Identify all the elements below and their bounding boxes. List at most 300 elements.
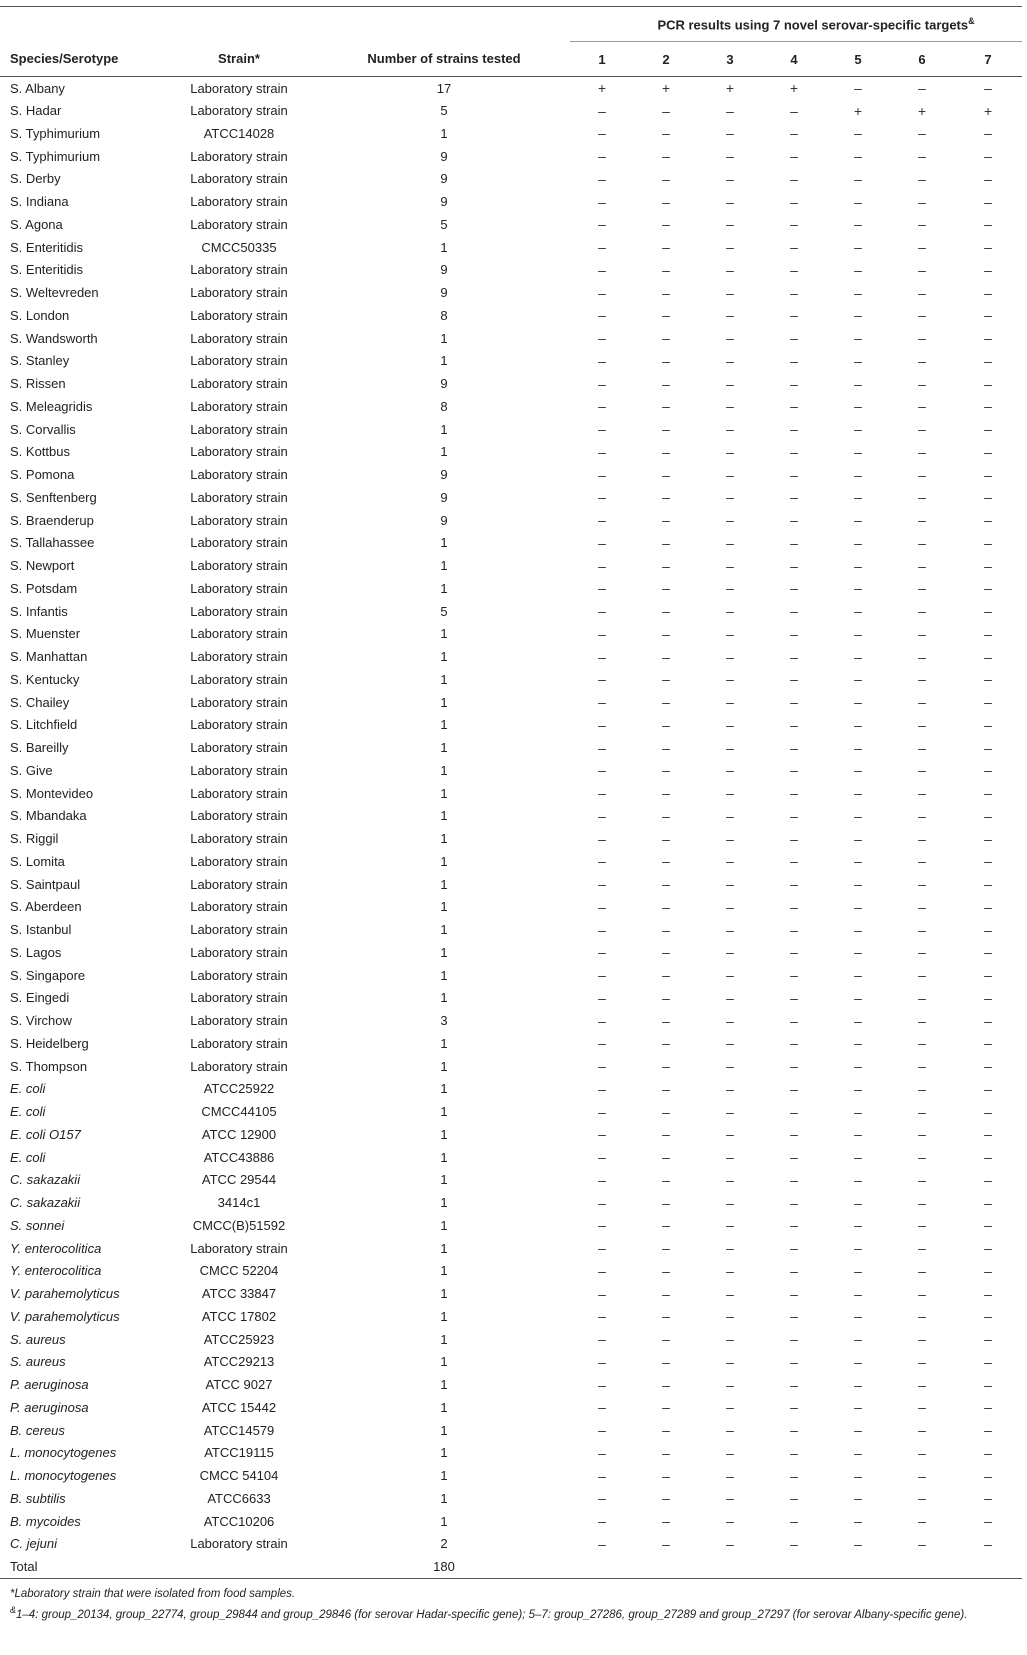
cell-pcr-result-6: – — [918, 1490, 926, 1507]
cell-number-tested: 1 — [440, 1104, 448, 1120]
cell-pcr-result-1: – — [598, 967, 606, 984]
cell-pcr-result-3: – — [726, 1376, 734, 1393]
cell-pcr-result-1: – — [598, 1217, 606, 1234]
cell-number-tested: 1 — [440, 1195, 448, 1211]
cell-pcr-result-7: – — [984, 1331, 992, 1348]
cell-number-tested: 5 — [440, 603, 448, 619]
cell-pcr-result-7: – — [984, 1444, 992, 1461]
cell-pcr-result-1: – — [598, 648, 606, 665]
cell-pcr-result-1: – — [598, 557, 606, 574]
cell-species: S. Typhimurium — [10, 125, 101, 141]
cell-pcr-result-5: – — [854, 330, 862, 347]
cell-strain: Laboratory strain — [190, 535, 288, 551]
cell-pcr-result-4: – — [790, 1285, 798, 1302]
cell-pcr-result-1: – — [598, 239, 606, 256]
cell-pcr-result-1: – — [598, 284, 606, 301]
cell-pcr-result-2: – — [662, 1058, 670, 1075]
cell-pcr-result-5: – — [854, 512, 862, 529]
cell-number-tested: 1 — [440, 1422, 448, 1438]
cell-number-tested: 1 — [440, 1513, 448, 1529]
cell-pcr-result-2: – — [662, 466, 670, 483]
cell-pcr-result-3: – — [726, 1171, 734, 1188]
cell-number-tested: 3 — [440, 1013, 448, 1029]
cell-pcr-result-7: – — [984, 398, 992, 415]
cell-number-tested: 9 — [440, 262, 448, 278]
cell-pcr-result-7: – — [984, 1308, 992, 1325]
cell-pcr-result-5: – — [854, 170, 862, 187]
cell-pcr-result-2: – — [662, 762, 670, 779]
cell-pcr-result-7: – — [984, 557, 992, 574]
cell-pcr-result-3: – — [726, 1285, 734, 1302]
cell-pcr-result-1: – — [598, 352, 606, 369]
table-row — [0, 782, 1022, 805]
cell-pcr-result-7: – — [984, 443, 992, 460]
col-header-target-7: 7 — [954, 42, 1022, 77]
cell-strain: Laboratory strain — [190, 603, 288, 619]
cell-number-tested: 1 — [440, 421, 448, 437]
cell-pcr-result-7: – — [984, 239, 992, 256]
table-row — [0, 1396, 1022, 1419]
cell-pcr-result-5: – — [854, 762, 862, 779]
cell-number-tested: 9 — [440, 467, 448, 483]
cell-pcr-result-1: – — [598, 261, 606, 278]
table-row — [0, 1169, 1022, 1192]
cell-pcr-result-4: – — [790, 716, 798, 733]
cell-pcr-result-1: – — [598, 1194, 606, 1211]
cell-pcr-result-5: – — [854, 1331, 862, 1348]
cell-pcr-result-3: – — [726, 830, 734, 847]
cell-strain: Laboratory strain — [190, 103, 288, 119]
cell-pcr-result-7: – — [984, 1149, 992, 1166]
cell-pcr-result-4: – — [790, 1058, 798, 1075]
cell-strain: Laboratory strain — [190, 694, 288, 710]
cell-pcr-result-6: – — [918, 512, 926, 529]
cell-number-tested: 1 — [440, 922, 448, 938]
cell-pcr-result-1: – — [598, 534, 606, 551]
cell-species: S. sonnei — [10, 1217, 65, 1233]
cell-species: S. Tallahassee — [10, 535, 95, 551]
cell-pcr-result-1: – — [598, 603, 606, 620]
cell-pcr-result-4: – — [790, 830, 798, 847]
cell-pcr-result-6: – — [918, 898, 926, 915]
cell-species: S. Weltevreden — [10, 285, 99, 301]
cell-pcr-result-3 — [698, 1555, 762, 1578]
cell-pcr-result-5: – — [854, 648, 862, 665]
cell-strain: Laboratory strain — [190, 353, 288, 369]
cell-pcr-result-1: – — [598, 989, 606, 1006]
col-header-target-6: 6 — [890, 42, 954, 77]
cell-pcr-result-2 — [634, 1555, 698, 1578]
cell-pcr-result-2: – — [662, 352, 670, 369]
cell-pcr-result-1: – — [598, 694, 606, 711]
cell-species: P. aeruginosa — [10, 1377, 89, 1393]
cell-pcr-result-7: – — [984, 1126, 992, 1143]
cell-pcr-result-5: – — [854, 1171, 862, 1188]
cell-pcr-result-3: – — [726, 967, 734, 984]
cell-pcr-result-1: – — [598, 1535, 606, 1552]
cell-pcr-result-4: – — [790, 489, 798, 506]
cell-pcr-result-3: – — [726, 443, 734, 460]
cell-strain: Laboratory strain — [190, 444, 288, 460]
cell-pcr-result-3: – — [726, 1535, 734, 1552]
cell-species: S. Hadar — [10, 103, 62, 119]
cell-pcr-result-4: – — [790, 898, 798, 915]
cell-pcr-result-3: – — [726, 102, 734, 119]
cell-pcr-result-7: – — [984, 648, 992, 665]
cell-species: S. Infantis — [10, 603, 68, 619]
cell-pcr-result-4: – — [790, 1194, 798, 1211]
cell-strain: Laboratory strain — [190, 262, 288, 278]
cell-pcr-result-6: – — [918, 625, 926, 642]
table-row — [0, 1032, 1022, 1055]
cell-pcr-result-7: – — [984, 1535, 992, 1552]
cell-pcr-result-1: – — [598, 716, 606, 733]
cell-pcr-result-3: – — [726, 807, 734, 824]
table-row — [0, 600, 1022, 623]
cell-pcr-result-6: – — [918, 1171, 926, 1188]
cell-species: S. Litchfield — [10, 717, 78, 733]
cell-pcr-result-2: – — [662, 1217, 670, 1234]
cell-pcr-result-5: – — [854, 1103, 862, 1120]
cell-pcr-result-6: – — [918, 148, 926, 165]
cell-pcr-result-1: – — [598, 898, 606, 915]
cell-pcr-result-3: – — [726, 557, 734, 574]
cell-pcr-result-4: – — [790, 307, 798, 324]
cell-species: B. cereus — [10, 1422, 65, 1438]
table-row — [0, 1510, 1022, 1533]
cell-pcr-result-3: – — [726, 989, 734, 1006]
cell-strain: Laboratory strain — [190, 990, 288, 1006]
cell-pcr-result-7: – — [984, 216, 992, 233]
cell-pcr-result-5: – — [854, 694, 862, 711]
cell-number-tested: 8 — [440, 307, 448, 323]
cell-pcr-result-5: – — [854, 1422, 862, 1439]
cell-pcr-result-1: – — [598, 1399, 606, 1416]
cell-strain: Laboratory strain — [190, 899, 288, 915]
cell-pcr-result-4: – — [790, 1490, 798, 1507]
cell-pcr-result-2: – — [662, 330, 670, 347]
cell-pcr-result-5: – — [854, 603, 862, 620]
cell-pcr-result-2: – — [662, 921, 670, 938]
table-row — [0, 1100, 1022, 1123]
cell-pcr-result-1: – — [598, 1490, 606, 1507]
table-row — [0, 1373, 1022, 1396]
cell-pcr-result-1: – — [598, 671, 606, 688]
cell-species: L. monocytogenes — [10, 1445, 117, 1461]
cell-pcr-result-2: – — [662, 580, 670, 597]
cell-pcr-result-3: – — [726, 762, 734, 779]
cell-pcr-result-2: – — [662, 170, 670, 187]
table-row — [0, 873, 1022, 896]
cell-pcr-result-5: – — [854, 307, 862, 324]
cell-pcr-result-7: – — [984, 1399, 992, 1416]
cell-number-tested: 1 — [440, 944, 448, 960]
cell-pcr-result-5: – — [854, 398, 862, 415]
cell-pcr-result-3: – — [726, 375, 734, 392]
cell-pcr-result-1: – — [598, 1012, 606, 1029]
cell-number-tested: 9 — [440, 148, 448, 164]
cell-pcr-result-5: – — [854, 1444, 862, 1461]
cell-pcr-result-4: – — [790, 421, 798, 438]
cell-pcr-result-4: – — [790, 261, 798, 278]
col-header-target-3: 3 — [698, 42, 762, 77]
cell-pcr-result-4 — [762, 1555, 826, 1578]
cell-pcr-result-3: – — [726, 512, 734, 529]
cell-number-tested: 1 — [440, 1081, 448, 1097]
cell-pcr-result-3: – — [726, 1467, 734, 1484]
cell-pcr-result-3: – — [726, 1308, 734, 1325]
table-row — [0, 350, 1022, 373]
cell-pcr-result-6: – — [918, 1285, 926, 1302]
cell-pcr-result-7: – — [984, 421, 992, 438]
cell-pcr-result-5: – — [854, 1035, 862, 1052]
cell-strain: ATCC 29544 — [201, 1172, 277, 1188]
cell-pcr-result-4: – — [790, 239, 798, 256]
cell-pcr-result-1: – — [598, 876, 606, 893]
cell-pcr-result-7: – — [984, 716, 992, 733]
cell-pcr-result-2: – — [662, 1285, 670, 1302]
table-row — [0, 281, 1022, 304]
cell-pcr-result-2: – — [662, 443, 670, 460]
footnote-targets — [10, 1602, 1015, 1623]
cell-pcr-result-2: – — [662, 216, 670, 233]
cell-pcr-result-3: – — [726, 1353, 734, 1370]
cell-species: S. Lagos — [10, 944, 62, 960]
cell-pcr-result-6: – — [918, 557, 926, 574]
cell-number-tested: 1 — [440, 785, 448, 801]
table-row — [0, 372, 1022, 395]
table-row — [0, 1009, 1022, 1032]
pcr-group-header — [570, 7, 1022, 42]
cell-pcr-result-1: – — [598, 421, 606, 438]
cell-pcr-result-7: – — [984, 534, 992, 551]
cell-pcr-result-3: – — [726, 625, 734, 642]
cell-pcr-result-5: – — [854, 239, 862, 256]
cell-pcr-result-4: – — [790, 876, 798, 893]
cell-pcr-result-7: – — [984, 989, 992, 1006]
table-row — [0, 145, 1022, 168]
cell-pcr-result-3: – — [726, 580, 734, 597]
cell-pcr-result-7: – — [984, 1422, 992, 1439]
cell-pcr-result-1: – — [598, 170, 606, 187]
cell-number-tested: 1 — [440, 1126, 448, 1142]
cell-pcr-result-3: – — [726, 785, 734, 802]
cell-number-tested: 1 — [440, 1331, 448, 1347]
cell-pcr-result-2: – — [662, 1262, 670, 1279]
cell-pcr-result-4: – — [790, 375, 798, 392]
table-row — [0, 896, 1022, 919]
cell-pcr-result-6: – — [918, 580, 926, 597]
cell-pcr-result-6: – — [918, 648, 926, 665]
cell-pcr-result-4: – — [790, 671, 798, 688]
cell-pcr-result-6: – — [918, 1080, 926, 1097]
cell-number-tested: 9 — [440, 512, 448, 528]
footnotes — [10, 1586, 1015, 1623]
cell-pcr-result-6: – — [918, 603, 926, 620]
cell-pcr-result-2: – — [662, 1513, 670, 1530]
cell-pcr-result-1: + — [597, 80, 607, 97]
cell-pcr-result-2: – — [662, 1194, 670, 1211]
cell-strain: ATCC25922 — [203, 1081, 275, 1097]
cell-species: L. monocytogenes — [10, 1468, 117, 1484]
cell-number-tested: 1 — [440, 353, 448, 369]
cell-pcr-result-6: – — [918, 375, 926, 392]
cell-species: S. Typhimurium — [10, 148, 101, 164]
cell-number-tested: 1 — [440, 1058, 448, 1074]
cell-pcr-result-2: – — [662, 1012, 670, 1029]
table-row — [0, 463, 1022, 486]
cell-pcr-result-5: – — [854, 1376, 862, 1393]
cell-pcr-result-3: – — [726, 648, 734, 665]
cell-species: S. Meleagridis — [10, 398, 93, 414]
cell-pcr-result-4: – — [790, 853, 798, 870]
cell-strain: Laboratory strain — [190, 740, 288, 756]
cell-species: S. aureus — [10, 1354, 66, 1370]
cell-pcr-result-1: – — [598, 1262, 606, 1279]
cell-species: S. Give — [10, 762, 53, 778]
table-row — [0, 395, 1022, 418]
cell-species: B. mycoides — [10, 1513, 81, 1529]
cell-number-tested: 1 — [440, 535, 448, 551]
cell-pcr-result-7: + — [983, 102, 993, 119]
cell-pcr-result-1: – — [598, 489, 606, 506]
cell-pcr-result-6: – — [918, 1035, 926, 1052]
cell-pcr-result-2: – — [662, 421, 670, 438]
cell-pcr-result-2: – — [662, 1535, 670, 1552]
cell-pcr-result-2: – — [662, 1126, 670, 1143]
cell-number-tested: 1 — [440, 239, 448, 255]
cell-species: S. Potsdam — [10, 580, 78, 596]
cell-pcr-result-7: – — [984, 1285, 992, 1302]
cell-pcr-result-4: – — [790, 1353, 798, 1370]
col-header-strain: Strain* — [160, 42, 318, 77]
col-header-number: Number of strains tested — [318, 42, 570, 77]
cell-number-tested: 8 — [440, 398, 448, 414]
cell-pcr-result-2: – — [662, 512, 670, 529]
cell-pcr-result-6: – — [918, 80, 926, 97]
cell-number-tested: 1 — [440, 1240, 448, 1256]
cell-pcr-result-6: + — [917, 102, 927, 119]
cell-number-tested: 9 — [440, 489, 448, 505]
cell-pcr-result-5: – — [854, 193, 862, 210]
cell-pcr-result-5 — [826, 1555, 890, 1578]
cell-species: S. Virchow — [10, 1013, 72, 1029]
cell-pcr-result-2: – — [662, 625, 670, 642]
cell-pcr-result-6: – — [918, 989, 926, 1006]
cell-pcr-result-3: – — [726, 239, 734, 256]
cell-pcr-result-5: – — [854, 1149, 862, 1166]
cell-pcr-result-2: – — [662, 1080, 670, 1097]
cell-pcr-result-6: – — [918, 967, 926, 984]
cell-number-tested: 1 — [440, 694, 448, 710]
cell-strain: Laboratory strain — [190, 489, 288, 505]
cell-number-tested: 1 — [440, 762, 448, 778]
table-row — [0, 259, 1022, 282]
cell-pcr-result-5: – — [854, 671, 862, 688]
cell-pcr-result-4: – — [790, 1467, 798, 1484]
table-row — [0, 418, 1022, 441]
table-row — [0, 691, 1022, 714]
cell-pcr-result-4: – — [790, 694, 798, 711]
cell-number-tested: 1 — [440, 853, 448, 869]
cell-species: C. sakazakii — [10, 1195, 81, 1211]
cell-strain: CMCC44105 — [201, 1104, 277, 1120]
cell-pcr-result-2: – — [662, 648, 670, 665]
cell-number-tested: 1 — [440, 1035, 448, 1051]
cell-pcr-result-5: – — [854, 898, 862, 915]
cell-pcr-result-4: – — [790, 1331, 798, 1348]
cell-pcr-result-1: – — [598, 1240, 606, 1257]
cell-pcr-result-3: – — [726, 1103, 734, 1120]
table-row — [0, 805, 1022, 828]
cell-strain: Laboratory strain — [190, 876, 288, 892]
cell-pcr-result-1: – — [598, 398, 606, 415]
cell-strain: CMCC 54104 — [199, 1468, 279, 1484]
cell-pcr-result-3: – — [726, 261, 734, 278]
cell-species: S. Wandsworth — [10, 330, 98, 346]
cell-pcr-result-3: – — [726, 1240, 734, 1257]
cell-pcr-result-6: – — [918, 1353, 926, 1370]
table-row — [0, 577, 1022, 600]
cell-pcr-result-5: – — [854, 1285, 862, 1302]
cell-pcr-result-2: – — [662, 102, 670, 119]
cell-strain: CMCC(B)51592 — [192, 1217, 286, 1233]
cell-pcr-result-2: – — [662, 1399, 670, 1416]
cell-pcr-result-4: – — [790, 534, 798, 551]
cell-species: S. Thompson — [10, 1058, 88, 1074]
cell-strain: ATCC6633 — [207, 1490, 271, 1506]
cell-pcr-result-5: – — [854, 1012, 862, 1029]
cell-number-tested: 1 — [440, 1354, 448, 1370]
cell-pcr-result-2: – — [662, 489, 670, 506]
footnote-laboratory-strain: *Laboratory strain that were isolated from food samples. — [10, 1588, 296, 1600]
cell-pcr-result-6: – — [918, 307, 926, 324]
cell-pcr-result-2: – — [662, 1149, 670, 1166]
cell-pcr-result-4: – — [790, 1513, 798, 1530]
cell-pcr-result-5: – — [854, 1535, 862, 1552]
table-row — [0, 190, 1022, 213]
cell-pcr-result-4: – — [790, 921, 798, 938]
table-row — [0, 1328, 1022, 1351]
cell-pcr-result-4: – — [790, 1171, 798, 1188]
cell-pcr-result-7: – — [984, 580, 992, 597]
cell-pcr-result-3: – — [726, 603, 734, 620]
cell-pcr-result-5: – — [854, 1262, 862, 1279]
cell-pcr-result-1: – — [598, 1308, 606, 1325]
cell-pcr-result-7: – — [984, 967, 992, 984]
table-row — [0, 736, 1022, 759]
cell-pcr-result-5: – — [854, 716, 862, 733]
cell-strain: ATCC 17802 — [201, 1308, 277, 1324]
cell-number-tested: 2 — [440, 1536, 448, 1552]
cell-number-tested: 9 — [440, 376, 448, 392]
cell-pcr-result-4: – — [790, 1217, 798, 1234]
cell-pcr-result-5: – — [854, 1217, 862, 1234]
cell-pcr-result-1: – — [598, 443, 606, 460]
cell-pcr-result-4: – — [790, 1126, 798, 1143]
cell-pcr-result-2: – — [662, 1444, 670, 1461]
table-row — [0, 441, 1022, 464]
cell-pcr-result-5: – — [854, 1240, 862, 1257]
cell-species: Total — [0, 1555, 160, 1578]
cell-strain: ATCC14028 — [203, 125, 275, 141]
cell-pcr-result-2: – — [662, 1353, 670, 1370]
cell-pcr-result-7: – — [984, 1012, 992, 1029]
cell-pcr-result-7: – — [984, 1058, 992, 1075]
col-header-target-1: 1 — [570, 42, 634, 77]
cell-pcr-result-4: – — [790, 512, 798, 529]
cell-pcr-result-6: – — [918, 352, 926, 369]
